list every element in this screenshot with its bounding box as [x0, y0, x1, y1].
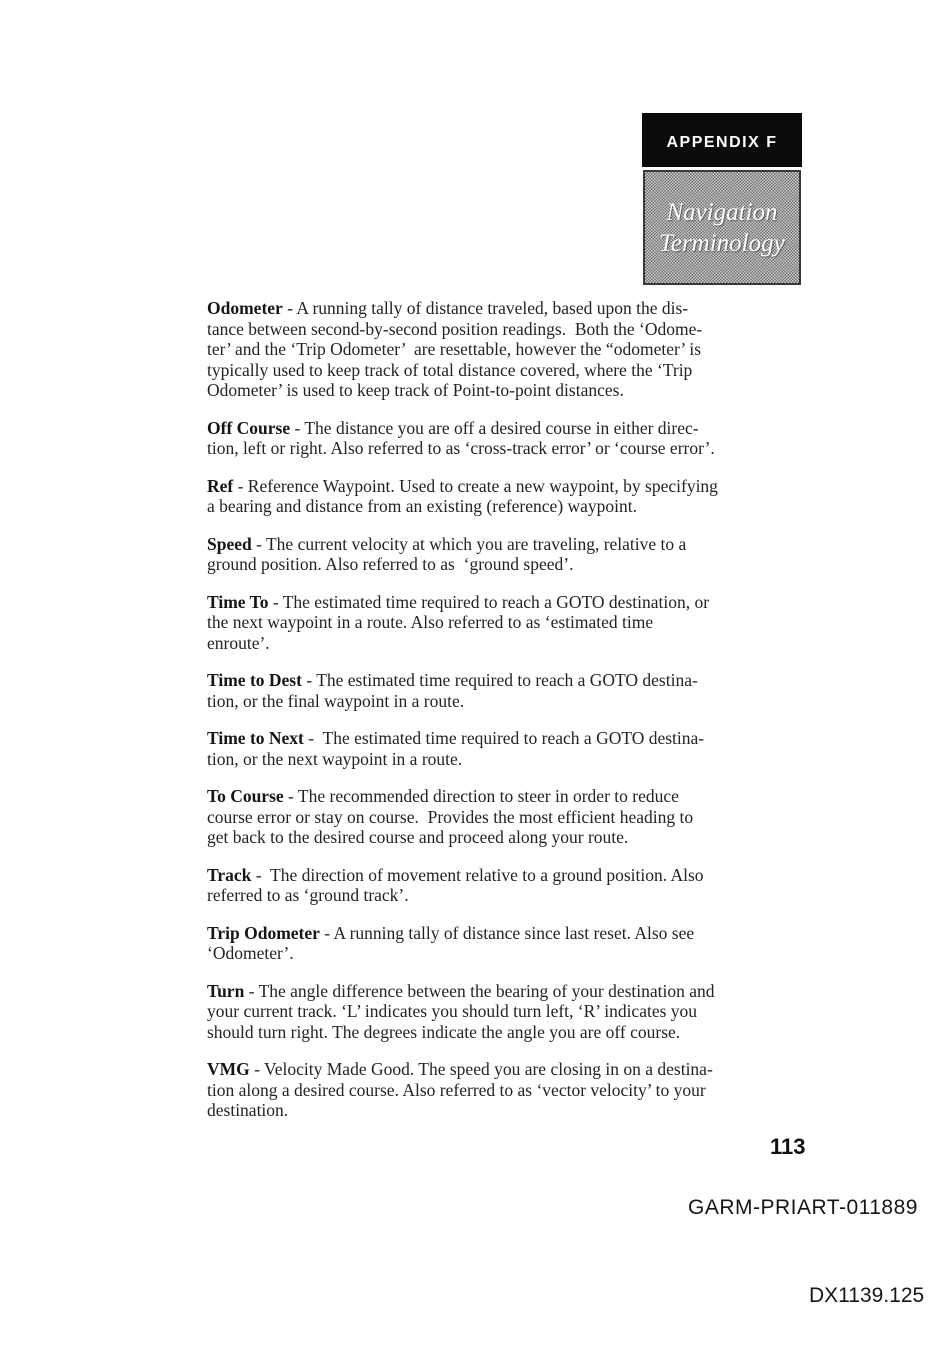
definition-text: - The estimated time required to reach a GOTO destina-: [301, 670, 698, 690]
definition-text: your current track. ‘L’ indicates you should turn left, ‘R’ indicates you: [207, 1001, 698, 1021]
definition-vmg: [207, 1059, 777, 1121]
bates-number: GARM-PRIART-011889: [688, 1196, 918, 1219]
term-label: Odometer: [207, 298, 283, 318]
definition-text: course error or stay on course. Provides the most efficient heading to: [207, 806, 694, 827]
definition-text: get back to the desired course and proceed along your route.: [207, 827, 629, 847]
definition-text: tion along a desired course. Also referred to as ‘vector velocity’ to your: [207, 1079, 706, 1100]
definition-text: enroute’.: [207, 632, 270, 653]
definition-text: ground position. Also referred to as ‘ground speed’.: [207, 554, 574, 574]
definition-text: - Reference Waypoint. Used to create a new waypoint, by specifying: [233, 475, 718, 496]
term-label: Time to Dest: [207, 670, 302, 690]
definition-text: - The recommended direction to steer in order to reduce: [283, 786, 679, 806]
definition-text: typically used to keep track of total distance covered, where the ‘Trip: [207, 359, 693, 380]
definition-text: tion, or the next waypoint in a route.: [207, 748, 463, 769]
definition-text: tance between second-by-second position readings. Both the ‘Odome-: [207, 318, 703, 339]
appendix-label: APPENDIX F: [666, 134, 778, 151]
definition-text: - The distance you are off a desired course in either direc-: [290, 417, 699, 438]
definition-track: [207, 865, 777, 906]
definition-text: - A running tally of distance since last reset. Also see: [319, 922, 695, 943]
term-label: Time to Next: [207, 728, 304, 748]
definition-text: ‘Odometer’.: [207, 943, 294, 963]
definition-text: - The estimated time required to reach a GOTO destina-: [303, 728, 705, 748]
definition-text: ter’ and the ‘Trip Odometer’ are resettable, however the “odometer’ is: [207, 339, 702, 359]
term-label: Trip Odometer: [207, 922, 320, 943]
definition-ref: [207, 476, 777, 517]
definition-time-to: [207, 592, 777, 654]
definition-off-course: [207, 418, 777, 459]
term-label: Ref: [207, 475, 234, 496]
definition-turn: [207, 981, 777, 1043]
section-title-box: [643, 170, 801, 285]
definition-odometer: [207, 298, 777, 401]
definition-text: referred to as ‘ground track’.: [207, 885, 409, 905]
definition-text: - The current velocity at which you are traveling, relative to a: [251, 533, 687, 554]
definition-text: tion, left or right. Also referred to as ‘cross-track error’ or ‘course error’.: [207, 438, 715, 458]
definition-to-course: [207, 786, 777, 848]
definition-time-to-next: [207, 728, 777, 769]
definition-speed: [207, 534, 777, 575]
term-label: VMG: [207, 1059, 250, 1079]
definition-text: - The estimated time required to reach a GOTO destination, or: [268, 591, 710, 612]
term-label: Off Course: [207, 417, 291, 438]
definition-text: tion, or the final waypoint in a route.: [207, 690, 465, 711]
definition-text: - A running tally of distance traveled, based upon the dis-: [282, 298, 689, 318]
definition-time-to-dest: [207, 670, 777, 711]
term-label: Speed: [207, 533, 252, 554]
term-label: Time To: [207, 591, 269, 612]
page-number: 113: [770, 1134, 806, 1159]
exhibit-number: DX1139.125: [809, 1284, 925, 1307]
definition-text: - Velocity Made Good. The speed you are closing in on a destina-: [249, 1059, 713, 1079]
definition-text: - The direction of movement relative to a ground position. Also: [251, 864, 704, 885]
definition-text: Odometer’ is used to keep track of Point-to-point distances.: [207, 380, 624, 400]
definition-trip-odometer: [207, 923, 777, 964]
section-title-line-2: Terminology: [659, 229, 785, 257]
definition-text: - The angle difference between the bearing of your destination and: [244, 980, 715, 1001]
definition-text: should turn right. The degrees indicate the angle you are off course.: [207, 1021, 681, 1042]
section-title-line-1: Navigation: [666, 198, 778, 226]
definitions-list: [207, 298, 777, 1138]
term-label: Turn: [207, 980, 245, 1001]
definition-text: destination.: [207, 1100, 289, 1120]
term-label: To Course: [207, 786, 284, 806]
definition-text: a bearing and distance from an existing (reference) waypoint.: [207, 496, 638, 516]
term-label: Track: [207, 864, 252, 885]
appendix-header-box: [642, 113, 802, 167]
definition-text: the next waypoint in a route. Also referred to as ‘estimated time: [207, 612, 654, 632]
